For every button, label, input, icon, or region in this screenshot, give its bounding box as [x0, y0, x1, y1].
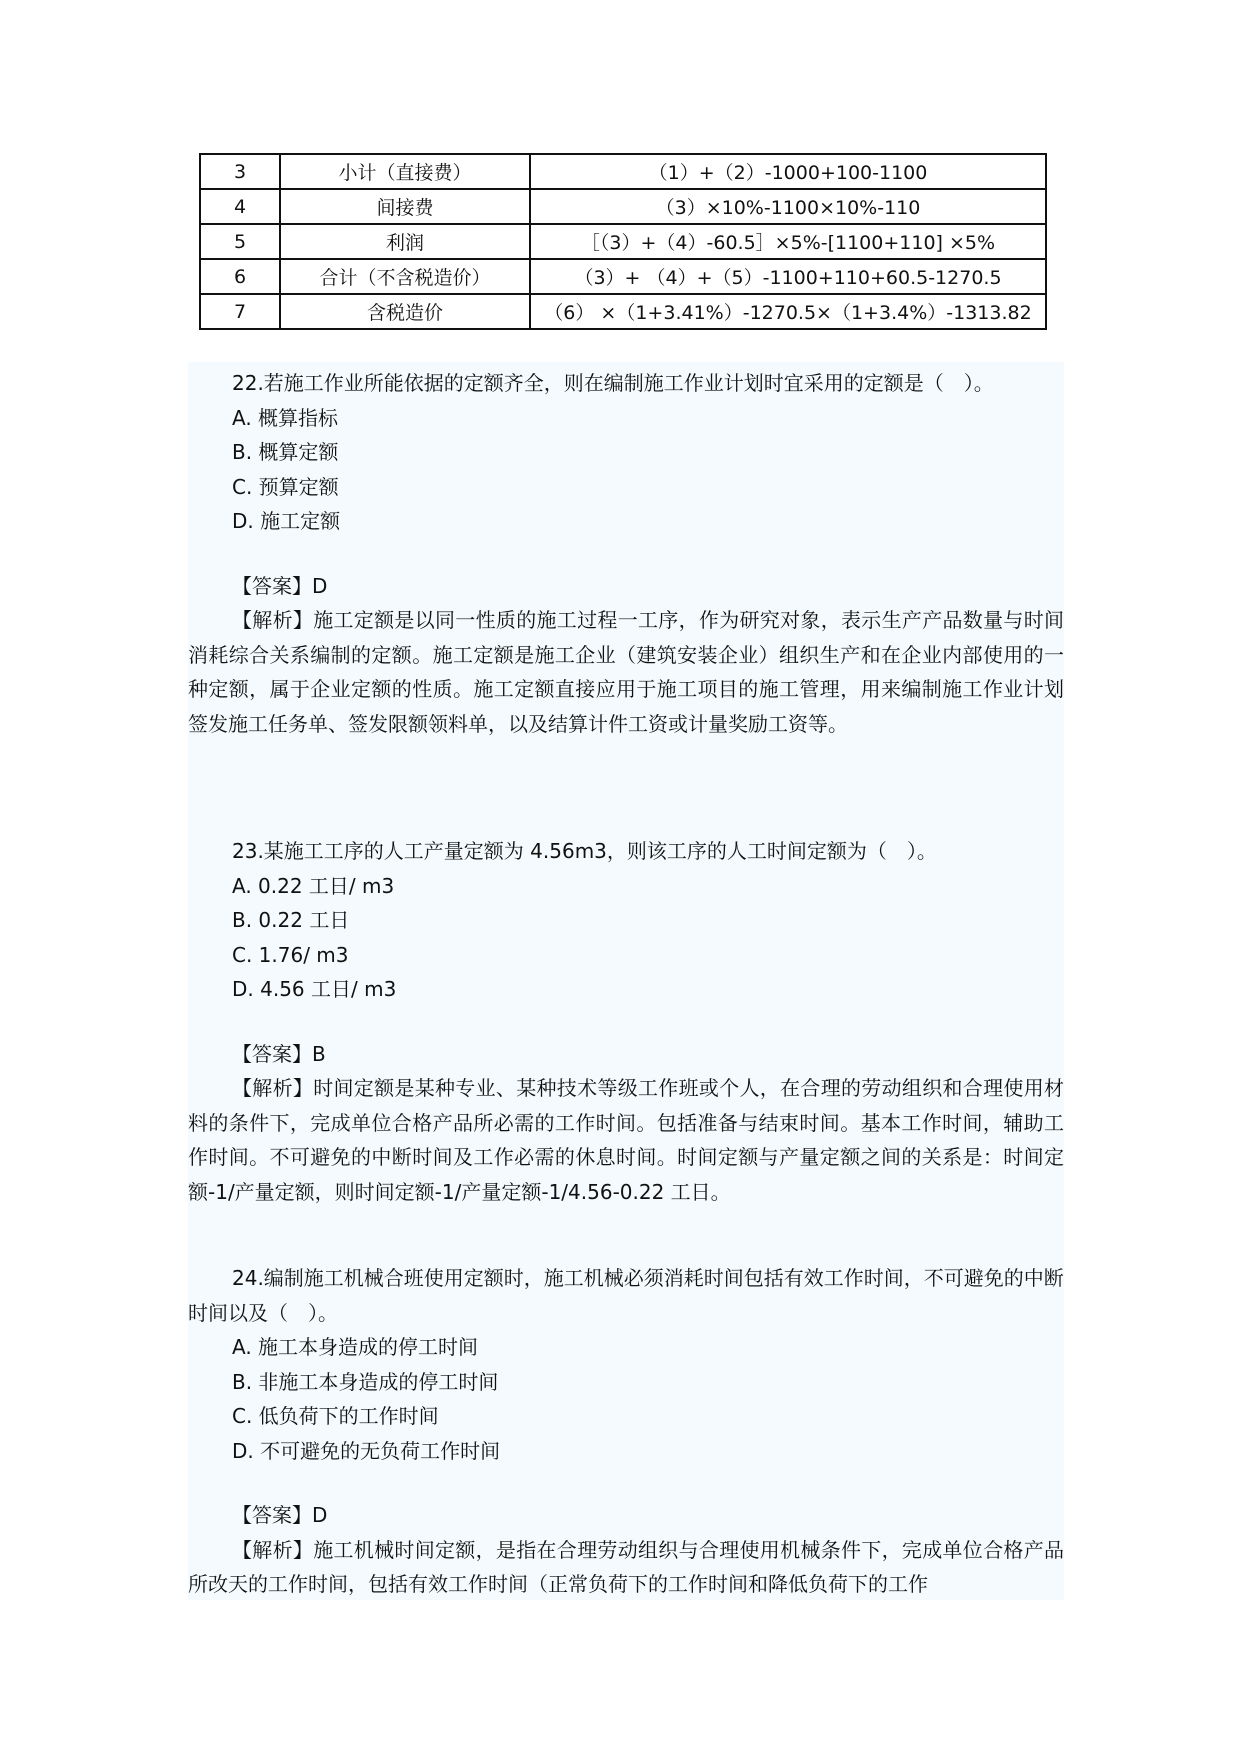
- table-row: [200, 189, 1046, 224]
- question-stem: 24.编制施工机械合班使用定额时，施工机械必须消耗时间包括有效工作时间，不可避免的中断时间以及（ ）。: [188, 1266, 1064, 1325]
- option-c: C. 1.76/ m3: [232, 942, 349, 967]
- row-number-cell: 6: [200, 259, 280, 294]
- question-23: [188, 834, 1064, 1209]
- option-b: B. 非施工本身造成的停工时间: [232, 1369, 499, 1394]
- option-a: A. 施工本身造成的停工时间: [232, 1335, 479, 1359]
- table-row: [200, 259, 1046, 294]
- formula-cell: （6） ×（1+3.41%）-1270.5×（1+3.4%）-1313.82: [530, 294, 1046, 329]
- row-number-cell: 3: [200, 154, 280, 189]
- answer: 【答案】D: [232, 1503, 328, 1527]
- option-d: D. 不可避免的无负荷工作时间: [232, 1438, 501, 1463]
- formula-cell: （3）×10%-1100×10%-110: [530, 189, 1046, 224]
- question-24: [188, 1261, 1064, 1602]
- table-row: [200, 154, 1046, 189]
- answer: 【答案】B: [232, 1041, 326, 1066]
- explanation: 【解析】施工机械时间定额，是指在合理劳动组织与合理使用机械条件下，完成单位合格产品所改天的工作时间，包括有效工作时间（正常负荷下的工作时间和降低负荷下的工作: [188, 1537, 1064, 1596]
- row-number-cell: 7: [200, 294, 280, 329]
- cost-calculation-table: [199, 153, 1047, 330]
- option-a: A. 概算指标: [232, 405, 339, 430]
- question-stem: 22.若施工作业所能依据的定额齐全，则在编制施工作业计划时宜采用的定额是（ ）。: [232, 371, 994, 395]
- row-number-cell: 4: [200, 189, 280, 224]
- question-section: [188, 362, 1064, 1600]
- item-name-cell: 间接费: [280, 189, 530, 224]
- table-row: [200, 294, 1046, 329]
- answer: 【答案】D: [232, 573, 328, 598]
- item-name-cell: 小计（直接费）: [280, 154, 530, 189]
- item-name-cell: 含税造价: [280, 294, 530, 329]
- option-b: B. 概算定额: [232, 440, 339, 464]
- formula-cell: （1）+（2）-1000+100-1100: [530, 154, 1046, 189]
- item-name-cell: 合计（不含税造价）: [280, 259, 530, 294]
- option-b: B. 0.22 工日: [232, 908, 350, 932]
- formula-cell: ［（3）+（4）-60.5］×5%-[1100+110] ×5%: [530, 224, 1046, 259]
- question-stem: 23.某施工工序的人工产量定额为 4.56m3，则该工序的人工时间定额为（ ）。: [232, 839, 937, 863]
- explanation: 【解析】施工定额是以同一性质的施工过程一工序，作为研究对象，表示生产产品数量与时间消耗综合关系编制的定额。施工定额是施工企业（建筑安装企业）组织生产和在企业内部使用的一种定额，属于企业定额的性质。施工定额直接应用于施工项目的施工管理，用来编制施工作业计划签发施工任务单、签发限额领料单，以及结算计件工资或计量奖励工资等。: [188, 608, 1064, 736]
- item-name-cell: 利润: [280, 224, 530, 259]
- formula-cell: （3）+ （4）+（5）-1100+110+60.5-1270.5: [530, 259, 1046, 294]
- row-number-cell: 5: [200, 224, 280, 259]
- question-22: [188, 366, 1064, 741]
- table-row: [200, 224, 1046, 259]
- option-c: C. 预算定额: [232, 474, 339, 499]
- explanation: 【解析】时间定额是某种专业、某种技术等级工作班或个人，在合理的劳动组织和合理使用材料的条件下，完成单位合格产品所必需的工作时间。包括准备与结束时间。基本工作时间，辅助工作时间。不可避免的中断时间及工作必需的休息时间。时间定额与产量定额之间的关系是：时间定额-1/产量定额，则时间定额-1/产量定额-1/4.56-0.22 工日。: [188, 1076, 1064, 1204]
- option-d: D. 施工定额: [232, 509, 341, 533]
- option-c: C. 低负荷下的工作时间: [232, 1404, 439, 1428]
- option-a: A. 0.22 工日/ m3: [232, 873, 395, 898]
- option-d: D. 4.56 工日/ m3: [232, 977, 397, 1001]
